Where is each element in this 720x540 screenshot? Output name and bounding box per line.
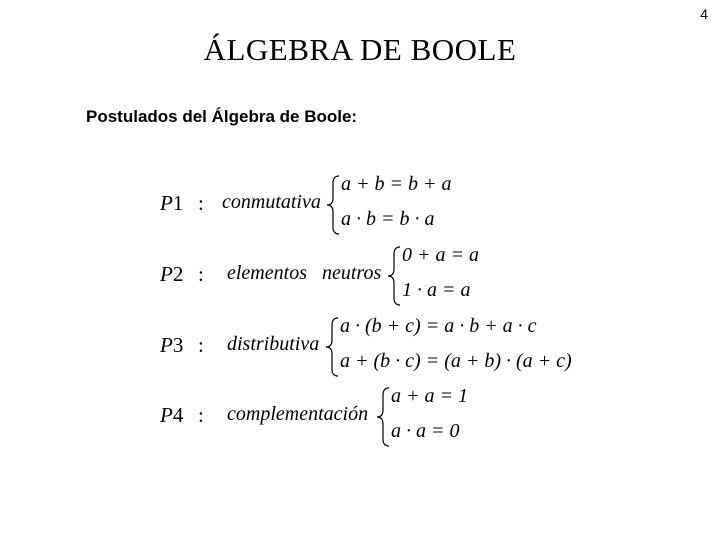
postulate-colon: : [198, 191, 204, 215]
page-title: ÁLGEBRA DE BOOLE [203, 32, 517, 67]
postulate-name: conmutativa [222, 191, 321, 213]
postulate-colon: : [198, 262, 204, 286]
postulate-p4 [0, 384, 720, 454]
equation-first: 0 + a = a [402, 244, 479, 266]
section-subtitle: Postulados del Álgebra de Boole: [86, 107, 358, 126]
equation-second: 1 · a = a [402, 279, 471, 301]
postulate-colon: : [198, 403, 204, 427]
equation-second: a · b = b · a [341, 208, 435, 230]
postulate-label: P3 [160, 333, 184, 357]
postulate-colon: : [198, 333, 204, 357]
equation-first: a + a = 1 [391, 385, 468, 407]
postulate-name: elementos neutros [227, 262, 382, 284]
postulate-p1 [0, 172, 720, 242]
brace-icon [324, 316, 340, 378]
postulate-p3 [0, 314, 720, 384]
brace-icon [375, 386, 391, 448]
equation-second: a · a = 0 [391, 420, 460, 442]
postulate-p2 [0, 243, 720, 313]
postulate-label: P1 [160, 191, 184, 215]
equation-first: a + b = b + a [341, 173, 452, 195]
postulate-label: P2 [160, 262, 184, 286]
page-number: 4 [700, 6, 708, 22]
brace-icon [325, 174, 341, 236]
postulate-name: complementación [227, 403, 369, 425]
equation-first: a · (b + c) = a · b + a · c [340, 315, 537, 337]
brace-icon [386, 245, 402, 307]
equation-second: a + (b · c) = (a + b) · (a + c) [340, 350, 572, 372]
postulate-name: distributiva [227, 333, 320, 355]
postulate-label: P4 [160, 403, 184, 427]
